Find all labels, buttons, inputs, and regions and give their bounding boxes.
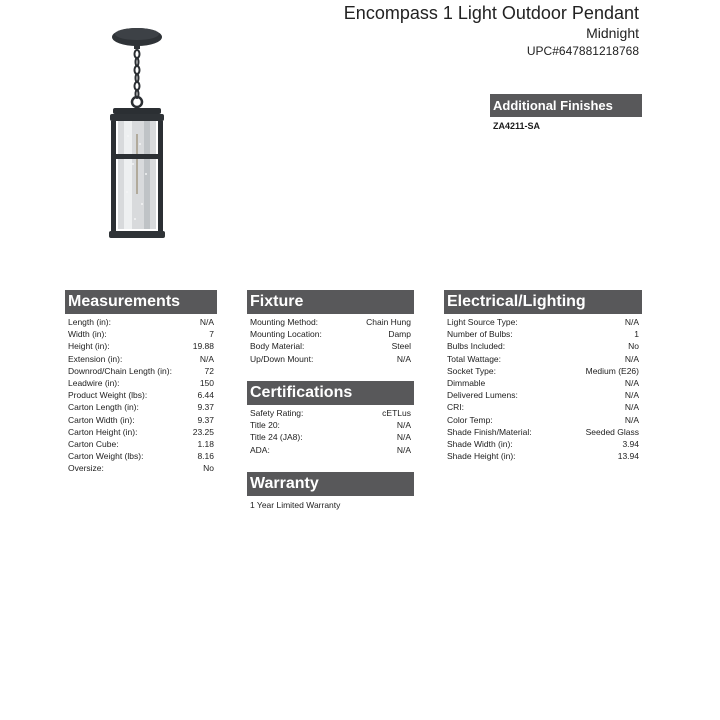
spec-label: Mounting Method: [250, 317, 319, 327]
spec-row [444, 365, 642, 377]
additional-finishes-section [490, 94, 642, 131]
spec-label: Height (in): [68, 341, 110, 352]
certifications-section [247, 381, 414, 456]
spec-row [65, 328, 217, 340]
spec-label: Bulbs Included: [447, 341, 506, 352]
spec-row [444, 353, 642, 365]
spec-value: Damp [388, 329, 411, 340]
spec-row [247, 328, 414, 340]
spec-label: Number of Bulbs: [447, 329, 513, 340]
spec-value: 72 [204, 365, 214, 376]
spec-label: Extension (in): [68, 353, 123, 364]
electrical-rows [444, 314, 642, 462]
spec-label: ADA: [250, 444, 270, 455]
spec-value: N/A [624, 353, 639, 364]
fixture-rows [247, 314, 414, 365]
spec-value: 150 [199, 378, 214, 389]
spec-row [444, 328, 642, 340]
spec-value: No [628, 341, 639, 352]
measurements-rows [65, 314, 217, 475]
spec-row [65, 438, 217, 450]
pendant-light-image [100, 24, 174, 246]
spec-row [65, 365, 217, 377]
electrical-lighting-section [444, 290, 642, 462]
product-upc: UPC#647881218768 [526, 44, 639, 58]
spec-value: N/A [396, 353, 411, 364]
spec-value: 8.16 [197, 451, 214, 462]
product-finish: Midnight [586, 25, 639, 41]
spec-label: CRI: [447, 402, 464, 413]
product-title: Encompass 1 Light Outdoor Pendant [343, 3, 639, 23]
spec-label: Leadwire (in): [68, 378, 120, 389]
spec-value: cETLus [382, 408, 411, 418]
spec-label: Shade Finish/Material: [447, 426, 532, 437]
fixture-section [247, 290, 414, 365]
warranty-header: Warranty [247, 472, 414, 496]
finish-item[interactable]: ZA4211-SA [493, 121, 541, 131]
spec-value: N/A [396, 432, 411, 443]
additional-finishes-header: Additional Finishes [490, 94, 642, 117]
spec-label: Carton Height (in): [68, 426, 138, 437]
spec-value: Chain Hung [366, 317, 411, 327]
spec-row [65, 340, 217, 352]
spec-label: Title 24 (JA8): [250, 432, 303, 443]
warranty-text: 1 Year Limited Warranty [250, 500, 341, 510]
electrical-lighting-header: Electrical/Lighting [444, 290, 642, 314]
spec-row [65, 401, 217, 413]
spec-row [247, 353, 414, 365]
spec-value: 1.18 [197, 439, 214, 450]
spec-label: Color Temp: [447, 414, 493, 425]
spec-row [65, 450, 217, 462]
spec-row [247, 444, 414, 456]
spec-value: 19.88 [192, 341, 214, 352]
spec-value: N/A [624, 378, 639, 389]
spec-row [444, 316, 642, 328]
measurements-section [65, 290, 217, 475]
spec-value: 7 [209, 329, 214, 340]
spec-row [247, 340, 414, 352]
fixture-header: Fixture [247, 290, 414, 314]
spec-value: N/A [199, 353, 214, 364]
spec-value: 6.44 [197, 390, 214, 401]
spec-row [247, 431, 414, 443]
spec-row [444, 426, 642, 438]
certifications-header: Certifications [247, 381, 414, 405]
spec-value: N/A [199, 317, 214, 327]
spec-label: Carton Width (in): [68, 414, 135, 425]
spec-row [444, 377, 642, 389]
spec-row [65, 414, 217, 426]
spec-value: Seeded Glass [585, 426, 639, 437]
spec-value: N/A [624, 390, 639, 401]
spec-label: Width (in): [68, 329, 107, 340]
spec-row [65, 353, 217, 365]
spec-row [247, 407, 414, 419]
spec-value: Steel [391, 341, 411, 352]
spec-row [247, 419, 414, 431]
spec-value: No [203, 463, 214, 474]
spec-value: 23.25 [192, 426, 214, 437]
spec-label: Carton Cube: [68, 439, 119, 450]
spec-label: Shade Height (in): [447, 451, 516, 462]
spec-label: Carton Length (in): [68, 402, 139, 413]
spec-row [65, 426, 217, 438]
spec-row [65, 389, 217, 401]
spec-row [444, 389, 642, 401]
spec-label: Body Material: [250, 341, 305, 352]
spec-value: 9.37 [197, 402, 214, 413]
spec-row [444, 414, 642, 426]
spec-label: Length (in): [68, 317, 111, 327]
measurements-header: Measurements [65, 290, 217, 314]
spec-value: N/A [624, 317, 639, 327]
spec-label: Carton Weight (lbs): [68, 451, 144, 462]
spec-label: Mounting Location: [250, 329, 322, 340]
spec-label: Oversize: [68, 463, 104, 474]
spec-label: Product Weight (lbs): [68, 390, 148, 401]
spec-value: 13.94 [617, 451, 639, 462]
spec-row [65, 462, 217, 474]
spec-label: Dimmable [447, 378, 486, 389]
spec-label: Total Wattage: [447, 353, 502, 364]
spec-row [65, 377, 217, 389]
spec-value: 9.37 [197, 414, 214, 425]
spec-value: Medium (E26) [585, 365, 639, 376]
spec-row [65, 316, 217, 328]
spec-row [444, 438, 642, 450]
spec-value: N/A [396, 444, 411, 455]
spec-label: Up/Down Mount: [250, 353, 314, 364]
spec-value: N/A [396, 420, 411, 431]
warranty-section [247, 472, 414, 511]
spec-label: Socket Type: [447, 365, 496, 376]
spec-row [247, 316, 414, 328]
spec-label: Light Source Type: [447, 317, 518, 327]
product-title-block [344, 2, 639, 60]
spec-value: 3.94 [622, 439, 639, 450]
spec-label: Shade Width (in): [447, 439, 513, 450]
spec-label: Title 20: [250, 420, 280, 431]
spec-row [444, 340, 642, 352]
spec-label: Delivered Lumens: [447, 390, 518, 401]
spec-label: Safety Rating: [250, 408, 304, 418]
spec-value: 1 [634, 329, 639, 340]
certifications-rows [247, 405, 414, 456]
spec-label: Downrod/Chain Length (in): [68, 365, 172, 376]
spec-row [444, 401, 642, 413]
spec-value: N/A [624, 414, 639, 425]
spec-row [444, 450, 642, 462]
spec-value: N/A [624, 402, 639, 413]
